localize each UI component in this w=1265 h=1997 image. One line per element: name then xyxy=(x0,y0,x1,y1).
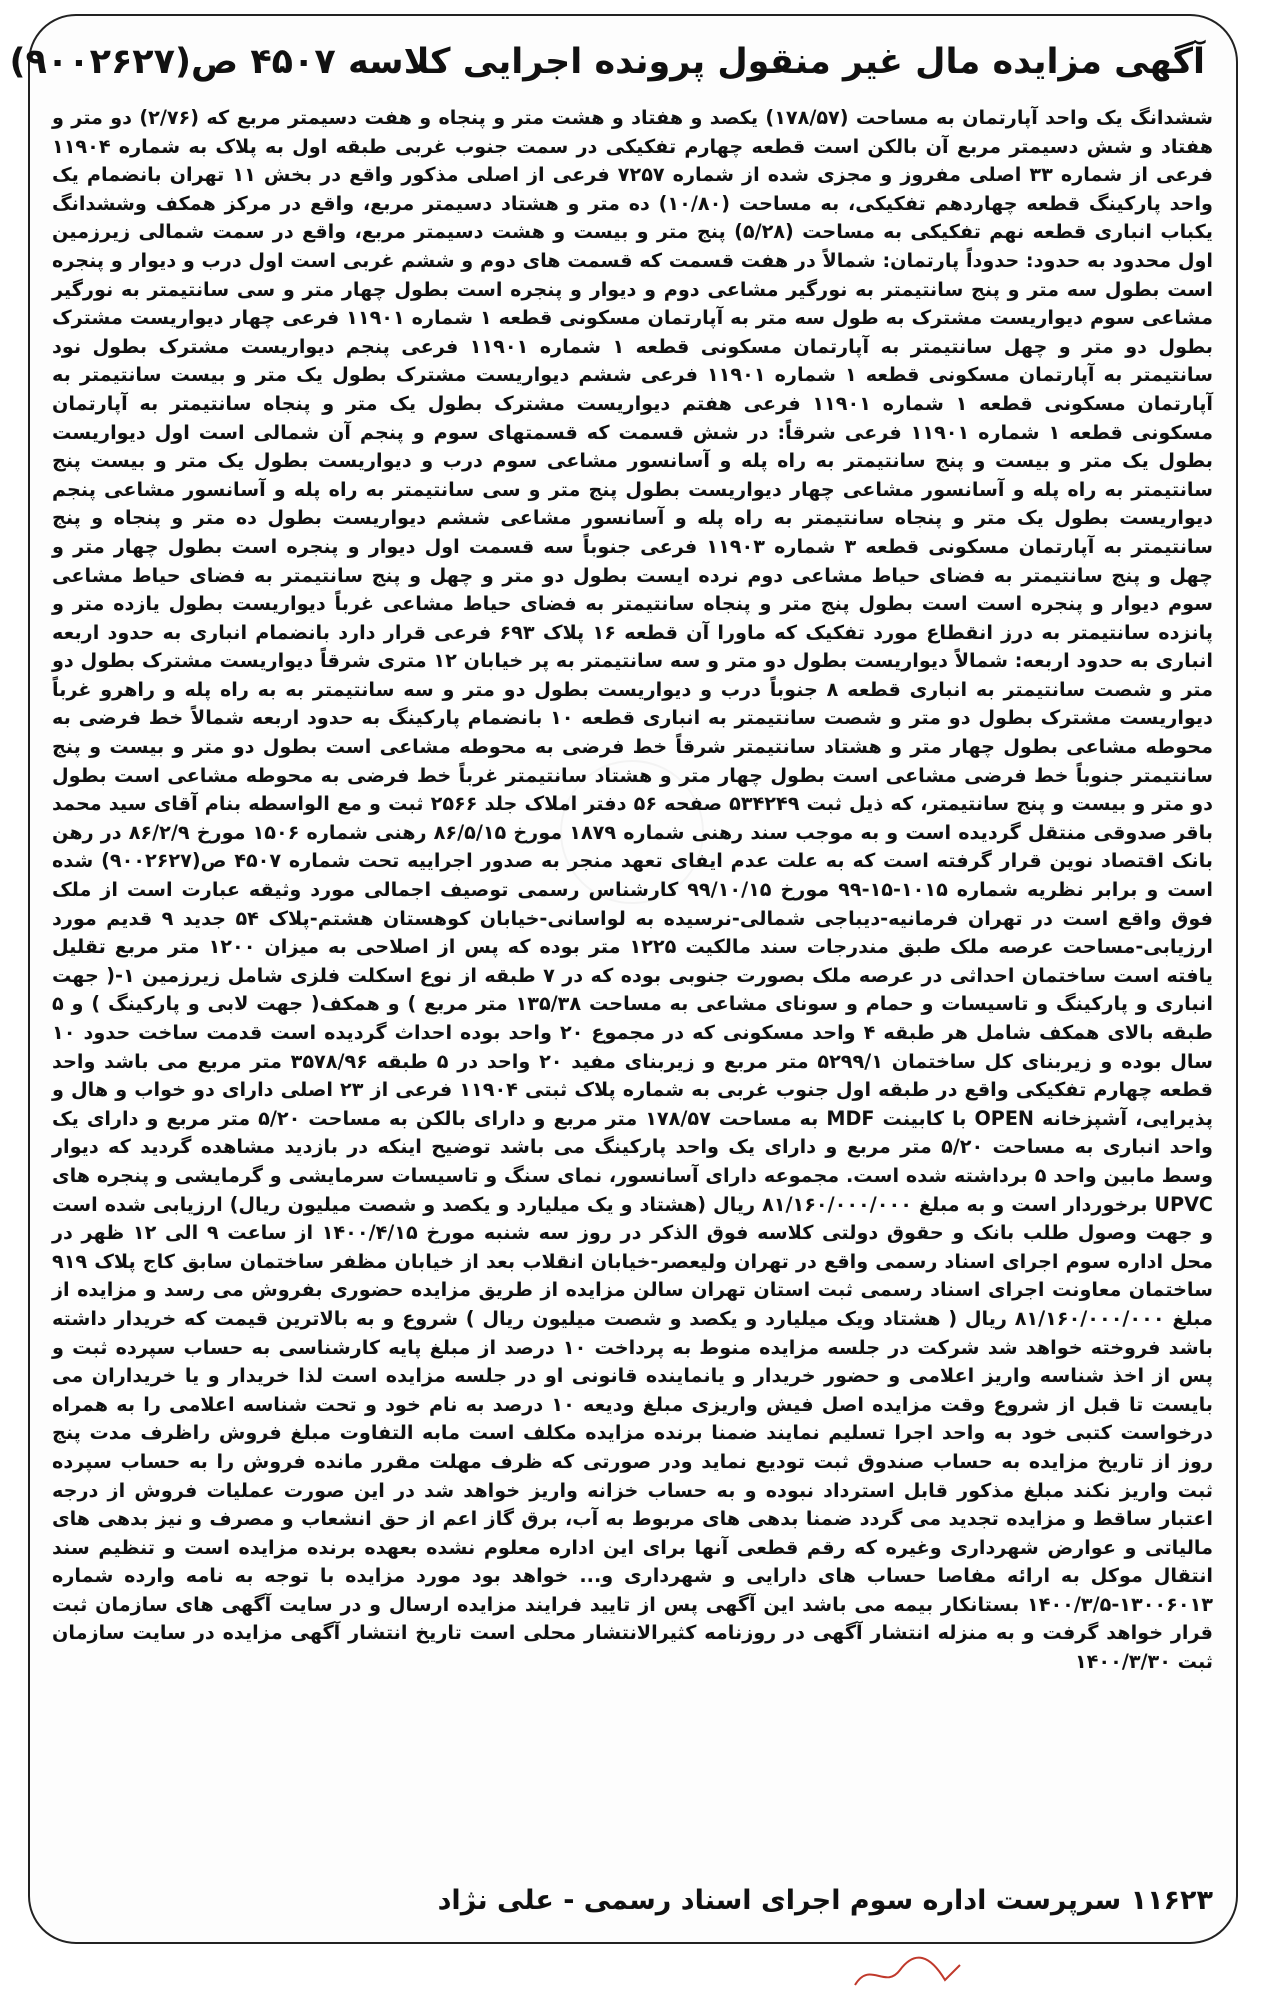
notice-body-text: ششدانگ یک واحد آپارتمان به مساحت (۱۷۸/۵۷) یکصد و هفتاد و هشت متر و پنجاه و هفت دسیمتر مربع که (۲/۷۶) دو متر و هفتاد و شش دسیمتر مربع آن بالکن است قطعه چهارم تفکیکی در سمت جنوب غربی طبقه اول به پلاک به شماره ۱۱۹۰۴ فرعی از شماره ۳۳ اصلی مفروز و مجزی شده از شماره ۷۲۵۷ فرعی از اصلی مذکور واقع در بخش ۱۱ تهران بانضمام یک واحد پارکینگ قطعه چهاردهم تفکیکی، به مساحت (۱۰/۸۰) ده متر و هشتاد دسیمتر مربع، واقع در مرکز همکف وششدانگ یکباب انباری قطعه نهم تفکیکی به مساحت (۵/۲۸) پنج متر و بیست و هشت دسیمتر مربع، واقع در سمت شمالی زیرزمین اول محدود به حدود: حدوداً پارتمان: شمالاً در هفت قسمت که قسمت های دوم و ششم غربی است اول درب و دیوار و پنجره است بطول سه متر و پنج سانتیمتر به نورگیر مشاعی دوم و دیوار و پنجره است بطول چهار متر و سی سانتیمتر به نورگیر مشاعی سوم دیواریست مشترک به طول سه متر به آپارتمان مسکونی قطعه ۱ شماره ۱۱۹۰۱ فرعی چهار دیواریست مشترک بطول دو متر و چهل سانتیمتر به آپارتمان مسکونی قطعه ۱ شماره ۱۱۹۰۱ فرعی پنجم دیواریست مشترک بطول نود سانتیمتر به آپارتمان مسکونی قطعه ۱ شماره ۱۱۹۰۱ فرعی ششم دیواریست مشترک بطول یک متر و بیست سانتیمتر به آپارتمان مسکونی قطعه ۱ شماره ۱۱۹۰۱ فرعی هفتم دیواریست مشترک بطول یک متر و پنجاه سانتیمتر به آپارتمان مسکونی قطعه ۱ شماره ۱۱۹۰۱ فرعی شرقاً: در شش قسمت که قسمتهای سوم و پنجم آن شمالی است اول دیواریست بطول یک متر و بیست و پنج سانتیمتر به راه پله و آسانسور مشاعی سوم درب و دیواریست بطول یک متر و بیست پنج سانتیمتر به راه پله و آسانسور مشاعی چهار دیواریست بطول پنج متر و سی سانتیمتر به راه پله و آسانسور مشاعی پنجم دیواریست بطول یک متر و پنجاه سانتیمتر به راه پله و آسانسور مشاعی ششم دیواریست بطول ده متر و پنجاه و پنج سانتیمتر به آپارتمان مسکونی قطعه ۳ شماره ۱۱۹۰۳ فرعی جنوباً سه قسمت اول دیوار و پنجره است بطول چهار متر و چهل و پنج سانتیمتر به فضای حیاط مشاعی دوم نرده ایست بطول دو متر و چهل و پنج سانتیمتر به فضای حیاط مشاعی سوم دیوار و پنجره است است بطول پنج متر و پنجاه سانتیمتر به فضای حیاط مشاعی غرباً دیواریست بطول یازده متر و پانزده سانتیمتر به درز انقطاع مورد تفکیک که ماورا آن قطعه ۱۶ پلاک ۶۹۳ فرعی قرار دارد بانضمام انباری به حدود اربعه انباری به حدود اربعه: شمالاً دیواریست بطول دو متر و سه سانتیمتر به پر خیابان ۱۲ متری شرقاً دیواریست مشترک بطول دو متر و شصت سانتیمتر به انباری قطعه ۸ جنوباً درب و دیواریست بطول دو متر و سه سانتیمتر به به راه پله و راهرو غرباً دیواریست مشترک بطول دو متر و شصت سانتیمتر به انباری قطعه ۱۰ بانضمام پارکینگ به حدود اربعه شمالاً خط فرضی به محوطه مشاعی بطول چهار متر و هشتاد سانتیمتر شرقاً خط فرضی به محوطه مشاعی است بطول دو متر و بیست و پنج سانتیمتر جنوباً خط فرضی مشاعی است بطول چهار متر و هشتاد سانتیمتر غرباً خط فرضی به محوطه مشاعی است بطول دو متر و بیست و پنج سانتیمتر، که ذیل ثبت ۵۳۴۲۴۹ صفحه ۵۶ دفتر املاک جلد ۲۵۶۶ ثبت و مع الواسطه بنام آقای سید محمد باقر صدوقی منتقل گردیده است و به موجب سند رهنی شماره ۱۸۷۹ مورخ ۸۶/۵/۱۵ رهنی شماره ۱۵۰۶ مورخ ۸۶/۲/۹ در رهن بانک اقتصاد نوین قرار گرفته است که به علت عدم ایفای تعهد منجر به صدور اجراییه تحت شماره ۴۵۰۷ ص(۹۰۰۲۶۲۷) شده است و برابر نظریه شماره ۱۰۱۵-۱۵-۹۹ مورخ ۹۹/۱۰/۱۵ کارشناس رسمی توصیف اجمالی مورد وثیقه عبارت است از ملک فوق واقع است در تهران فرمانیه-دیباجی شمالی-نرسیده به لواسانی-خیابان کوهستان هشتم-پلاک ۵۴ جدید ۹ قدیم مورد ارزیابی-مساحت عرصه ملک طبق مندرجات سند مالکیت ۱۲۲۵ متر بوده که پس از اصلاحی به میزان ۱۲۰۰ متر مربع تقلیل یافته است ساختمان احداثی در عرصه ملک بصورت جنوبی بوده که در ۷ طبقه از نوع اسکلت فلزی شامل زیرزمین ۱-( جهت انباری و پارکینگ و تاسیسات و حمام و سونای مشاعی به مساحت ۱۳۵/۳۸ متر مربع ) و همکف( جهت لابی و پارکینگ ) و ۵ طبقه بالای همکف شامل هر طبقه ۴ واحد مسکونی که در مجموع ۲۰ واحد بوده احداث گردیده است قدمت ساخت حدود ۱۰ سال بوده و زیربنای کل ساختمان ۵۲۹۹/۱ متر مربع و زیربنای مفید ۲۰ واحد در ۵ طبقه ۳۵۷۸/۹۶ متر مربع می باشد واحد قطعه چهارم تفکیکی واقع در طبقه اول جنوب غربی به شماره پلاک ثبتی ۱۱۹۰۴ فرعی از ۲۳ اصلی دارای دو خواب و هال و پذیرایی، آشپزخانه OPEN با کابینت MDF به مساحت ۱۷۸/۵۷ متر مربع و دارای بالکن به مساحت ۵/۲۰ متر مربع و دارای یک واحد انباری به مساحت ۵/۲۰ متر مربع و دارای یک واحد پارکینگ می باشد توضیح اینکه در بازدید مشاهده گردید که دیوار وسط مابین واحد ۵ برداشته شده است. مجموعه دارای آسانسور، نمای سنگ و تاسیسات سرمایشی و گرمایشی و پنجره های UPVC برخوردار است و به مبلغ ۸۱/۱۶۰/۰۰۰/۰۰۰ ریال (هشتاد و یک میلیارد و یکصد و شصت میلیون ریال) ارزیابی شده است و جهت وصول طلب بانک و حقوق دولتی کلاسه فوق الذکر در روز سه شنبه مورخ ۱۴۰۰/۴/۱۵ از ساعت ۹ الی ۱۲ ظهر در محل اداره سوم اجرای اسناد رسمی واقع در تهران ولیعصر-خیابان انقلاب بعد از خیابان مظفر ساختمان سابق کاج پلاک ۹۱۹ ساختمان معاونت اجرای اسناد رسمی ثبت استان تهران سالن مزایده از طریق مزایده حضوری بفروش می رسد و مزایده از مبلغ ۸۱/۱۶۰/۰۰۰/۰۰۰ ریال ( هشتاد ویک میلیارد و یکصد و شصت میلیون ریال ) شروع و به بالاترین قیمت که خریدار داشته باشد فروخته خواهد شد شرکت در جلسه مزایده منوط به پرداخت ۱۰ درصد از مبلغ پایه کارشناسی به حساب سپرده ثبت و پس از اخذ شناسه واریز اعلامی و حضور خریدار و یانماینده قانونی او در جلسه مزایده است لذا خریدار و یا خریداران می بایست تا قبل از شروع وقت مزایده اصل فیش واریزی مبلغ ودیعه ۱۰ درصد به نام خود و تحت شناسه اعلامی را به همراه درخواست کتبی خود به واحد اجرا تسلیم نمایند ضمنا برنده مزایده مکلف است مابه التفاوت مبلغ فروش راظرف مدت پنج روز از تاریخ مزایده به حساب صندوق ثبت تودیع نماید ودر صورتی که ظرف مهلت مقرر مانده فروش را به حساب سپرده ثبت واریز نکند مبلغ مذکور قابل استرداد نبوده و به حساب خزانه واریز خواهد شد در این صورت عملیات فروش از درجه اعتبار ساقط و مزایده تجدید می گردد ضمنا بدهی های مربوط به آب، برق گاز اعم از حق انشعاب و مصرف و نیز بدهی های مالیاتی و عوارض شهرداری وغیره که رقم قطعی آنها برای این اداره معلوم نشده بعهده برنده مزایده است و تنظیم سند انتقال موکل به ارائه مفاصا حساب های دارایی و شهرداری و... خواهد بود مورد مزایده با توجه به نامه وارده شماره ۱۳۰۰۶۰۱۳-۱۴۰۰/۳/۵ بستانکار بیمه می باشد این آگهی پس از تایید فرایند مزایده ارسال و در سایت آگهی های سازمان ثبت قرار خواهد گرفت و به منزله انتشار آگهی در روزنامه کثیرالانتشار محلی است تاریخ انتشار آگهی مزایده در سایت سازمان ثبت ۱۴۰۰/۳/۳۰ xyxy=(52,106,1214,1674)
notice-title: آگهی مزایده مال غیر منقول پرونده اجرایی کلاسه ۴۵۰۷ ص(۹۰۰۲۶۲۷) xyxy=(9,42,1205,82)
watermark-seal xyxy=(560,760,704,904)
handwritten-mark xyxy=(850,1950,970,1995)
notice-signature: ۱۱۶۲۳ سرپرست اداره سوم اجرای اسناد رسمی - علی نژاد xyxy=(437,1885,1213,1916)
